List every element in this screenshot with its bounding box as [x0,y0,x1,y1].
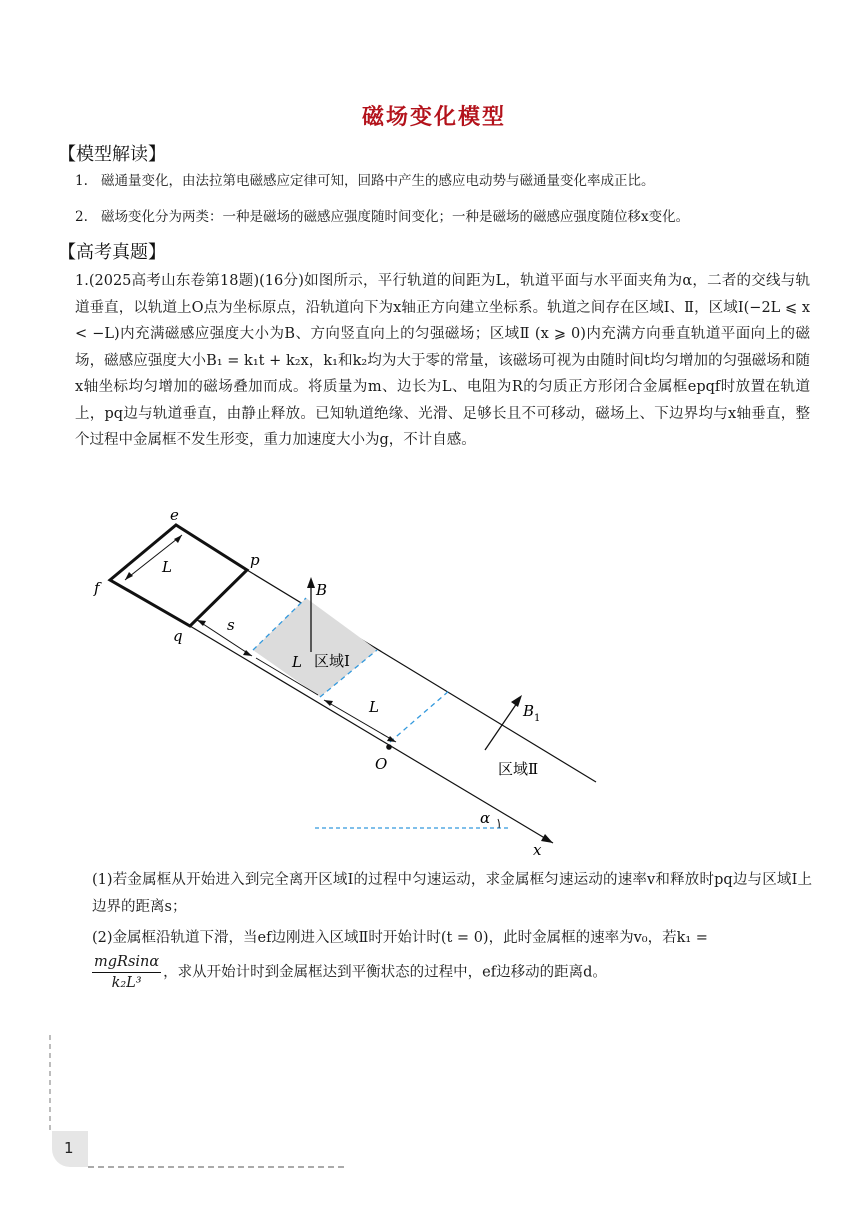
label-b1: $B_1$ [523,702,541,724]
arrowhead [174,535,182,543]
question-2-rest: ，求从开始计时到金属框达到平衡状态的过程中，ef边移动的距离d。 [163,964,607,981]
section-heading-model: 【模型解读】 [58,144,166,165]
label-l-region1: L [292,653,302,671]
problem-number: 1. [75,273,89,289]
x-axis-arrowhead [541,834,553,843]
k1-fraction [92,952,161,993]
page-number: 1 [64,1139,74,1157]
label-b: B [316,581,328,599]
label-l-frame: L [162,558,172,576]
label-x: x [533,841,542,859]
origin-point [386,744,392,750]
b1-arrowhead [511,695,522,707]
question-2-intro: (2)金属框沿轨道下滑，当ef边刚进入区域Ⅱ时开始计时(t = 0)，此时金属框的速率为v₀，若k₁ = [92,930,708,946]
s-dim-line [197,620,252,656]
angle-arc [498,819,499,828]
region2-top-boundary [390,690,450,742]
arrowhead [125,572,133,580]
arrowhead [387,736,396,742]
b1-field-arrow [485,703,517,750]
label-o: O [375,755,388,773]
label-f: f [94,579,100,597]
b-arrowhead [307,577,315,588]
label-region2: 区域Ⅱ [498,760,539,778]
region1-shading [253,598,377,697]
fraction-denominator: k₂L³ [111,975,142,991]
item-text: 磁场变化分为两类：一种是磁场的磁感应强度随时间变化；一种是磁场的磁感应强度随位移x变化。 [101,209,690,225]
arrowhead [324,700,333,706]
item-text: 磁通量变化，由法拉第电磁感应定律可知，回路中产生的感应电动势与磁通量变化率成正比。 [101,173,655,189]
gap-dim-line [324,700,396,742]
question-2 [92,925,812,993]
label-alpha: α [480,809,491,827]
label-region1: 区域Ⅰ [314,652,350,670]
label-e: e [170,506,179,524]
label-s: s [227,616,235,634]
frame-dim-line [125,535,182,580]
item-number: 2. [75,209,88,225]
question-1: (1)若金属框从开始进入到完全离开区域Ⅰ的过程中匀速运动，求金属框匀速运动的速率v和释放时pq边与区域Ⅰ上边界的距离s； [92,872,812,915]
label-q: q [173,627,183,645]
label-p: p [250,551,260,569]
fraction-numerator: mgRsinα [92,952,161,973]
section-heading-exam: 【高考真题】 [58,242,166,263]
item-number: 1. [75,173,88,189]
problem-body: (2025高考山东卷第18题)(16分)如图所示，平行轨道的间距为L，轨道平面与水平面夹角为α，二者的交线与轨道垂直，以轨道上O点为坐标原点，沿轨道向下为x轴正方向建立坐标系。轨道之间存在区域Ⅰ、Ⅱ，区域Ⅰ(−2L ⩽ x < −L)内充满磁感应强度大小为B、方向竖直向上的匀强磁场；区域Ⅱ (x ⩾ 0)内充满方向垂直轨道平面向上的磁场，磁感应强度大小B₁ = k₁t + k₂x，k₁和k₂均为大于零的常量，该磁场可视为由随时间t均匀增加的匀强磁场和随x轴坐标均匀增加的磁场叠加而成。将质量为m、边长为L、电阻为R的匀质正方形闭合金属框epqf时放置在轨道上，pq边与轨道垂直，由静止释放。已知轨道绝缘、光滑、足够长且不可移动，磁场上、下边界均与x轴垂直，整个过程中金属框不发生形变，重力加速度大小为g，不计自感。 [75,273,810,448]
label-l-gap: L [369,698,379,716]
page-title: 磁场变化模型 [361,104,506,130]
lower-rail [190,626,553,843]
